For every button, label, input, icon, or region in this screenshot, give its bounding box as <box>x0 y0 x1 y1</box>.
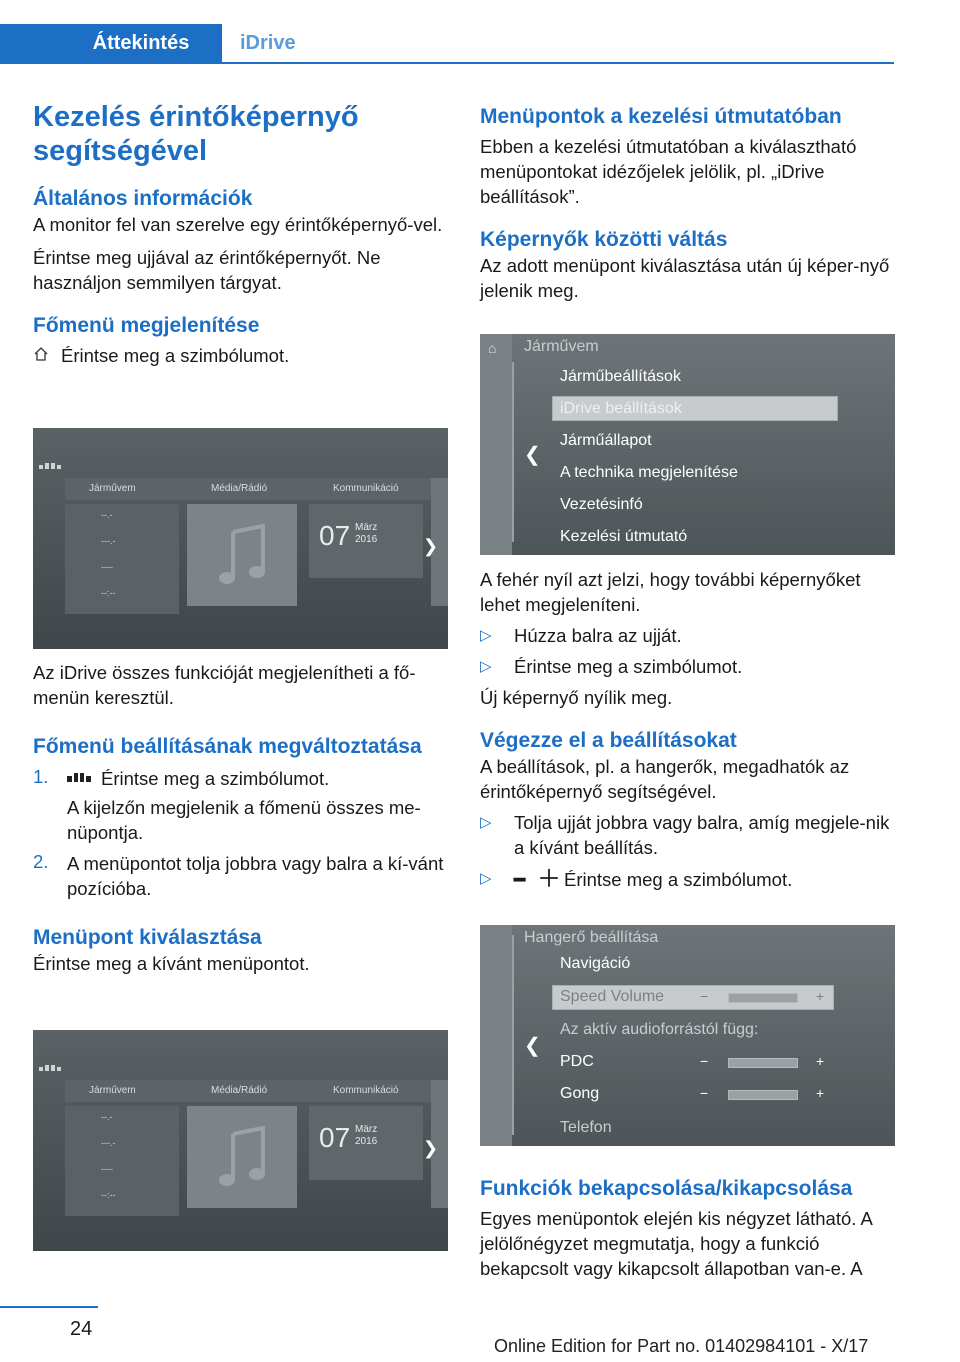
tab-label: Kommunikáció <box>333 1085 399 1096</box>
section-title-toggle-functions: Funkciók bekapcsolása/kikapcsolása <box>480 1177 853 1200</box>
main-menu-screen <box>33 428 448 649</box>
vehicle-tile[interactable] <box>65 1106 179 1216</box>
section-title-switch-screens: Képernyők közötti váltás <box>480 228 728 251</box>
menu-item[interactable]: Gong <box>560 1085 600 1102</box>
volume-slider-pdc[interactable] <box>728 1058 798 1068</box>
back-panel[interactable] <box>480 925 512 1146</box>
left-column <box>33 100 449 368</box>
plus-icon: ＋ <box>538 866 561 891</box>
tab-label: Járművem <box>89 1085 136 1096</box>
paragraph: A monitor fel van szerelve egy érintőképernyő‐vel. <box>33 214 443 235</box>
screenshot-volume-settings <box>480 925 895 1146</box>
date-month: März <box>355 1124 378 1135</box>
date-day: 07 <box>319 520 351 551</box>
menu-item[interactable]: Járműállapot <box>560 432 652 449</box>
list-item-subtext: A kijelzőn megjelenik a főmenü összes me‐nüpontja. <box>67 797 421 843</box>
divider <box>512 935 514 1135</box>
paragraph: Ebben a kezelési útmutatóban a kiválasztható menüpontokat idézőjelek jelölik, pl. „iDrive beállítások”. <box>480 136 857 207</box>
paragraph-text: Érintse meg a szimbólumot. <box>61 345 290 366</box>
date-month: März <box>355 522 378 533</box>
list-item <box>33 766 449 845</box>
date-tile[interactable] <box>309 504 423 578</box>
bullet-text: Tolja ujját jobbra vagy balra, amíg megjele‐nik a kívánt beállítás. <box>514 812 890 858</box>
paragraph-with-icon <box>33 343 449 368</box>
back-panel[interactable] <box>480 334 512 555</box>
menu-icon <box>39 1064 61 1083</box>
menu-item-selected[interactable]: iDrive beállítások <box>560 400 682 417</box>
media-tile[interactable] <box>187 504 297 606</box>
paragraph: A beállítások, pl. a hangerők, megadhatók az érintőképernyő segítségével. <box>480 756 850 802</box>
volume-down-icon[interactable]: − <box>700 1053 709 1069</box>
bullet-triangle-icon: ▷ <box>480 658 492 675</box>
main-menu-tab-media[interactable] <box>187 478 321 500</box>
bullet-item <box>480 654 896 679</box>
tab-label: Kommunikáció <box>333 483 399 494</box>
section-title-settings: Végezze el a beállításokat <box>480 729 737 752</box>
main-menu-tab-media[interactable] <box>187 1080 321 1102</box>
menu-item[interactable]: Járműbeállítások <box>560 368 681 385</box>
menu-item-selected[interactable]: Speed Volume <box>560 988 665 1005</box>
paragraph: Új képernyő nyílik meg. <box>480 687 673 708</box>
date-tile[interactable] <box>309 1106 423 1180</box>
tab-label: Média/Rádió <box>211 483 268 494</box>
volume-up-icon[interactable]: + <box>816 1085 825 1101</box>
home-icon <box>33 343 53 368</box>
bullet-text: Húzza balra az ujját. <box>514 625 682 646</box>
paragraph: A fehér nyíl azt jelzi, hogy további képernyőket lehet megjeleníteni. <box>480 569 861 615</box>
tab-overview[interactable] <box>0 24 222 62</box>
tile-value: ---.- <box>101 536 116 546</box>
menu-item[interactable]: PDC <box>560 1053 594 1070</box>
music-note-icon <box>219 522 267 593</box>
tab-label: Járművem <box>89 483 136 494</box>
list-number: 1. <box>33 766 49 787</box>
bullet-text <box>514 866 896 892</box>
main-menu-tab-vehicle[interactable] <box>65 1080 203 1102</box>
bullet-triangle-icon: ▷ <box>480 870 492 887</box>
volume-down-icon[interactable]: − <box>700 1085 709 1101</box>
page-number: 24 <box>70 1318 93 1340</box>
section-title-change-main-menu: Főmenü beállításának megváltoztatása <box>33 735 422 758</box>
numbered-list <box>33 766 449 901</box>
menu-item[interactable]: Navigáció <box>560 955 631 972</box>
footer-edition: Online Edition for Part no. 01402984101 - X/17 <box>494 1336 869 1356</box>
bullet-item <box>480 623 896 648</box>
minus-icon: ━ <box>514 869 526 890</box>
main-menu-tab-vehicle[interactable] <box>65 478 203 500</box>
section-label: Az aktív audioforrástól függ: <box>560 1021 759 1038</box>
list-number: 2. <box>33 851 49 872</box>
tab-idrive-label: iDrive <box>240 32 296 54</box>
screenshot-vehicle-menu <box>480 334 895 555</box>
home-icon[interactable]: ⌂ <box>488 340 497 356</box>
date-year: 2016 <box>355 534 378 545</box>
header-divider <box>0 62 894 64</box>
media-tile[interactable] <box>187 1106 297 1208</box>
section-title-select-item: Menüpont kiválasztása <box>33 926 262 949</box>
main-menu-screen <box>33 1030 448 1251</box>
page-title: Kezelés érintőképernyő segítségével <box>33 101 359 167</box>
list-item-label: Érintse meg a szimbólumot. <box>101 768 330 789</box>
footer-divider <box>0 1306 98 1308</box>
tile-value: --.- <box>101 510 113 520</box>
tab-label: Média/Rádió <box>211 1085 268 1096</box>
left-column-part2 <box>33 660 449 976</box>
vehicle-tile[interactable] <box>65 504 179 614</box>
tab-idrive[interactable] <box>222 24 894 62</box>
date-year: 2016 <box>355 1136 378 1147</box>
volume-settings-screen <box>480 925 895 1146</box>
paragraph: Az iDrive összes funkcióját megjelenítheti a fő‐menün keresztül. <box>33 662 416 708</box>
menu-icon <box>39 462 59 476</box>
bullet-item <box>480 866 896 892</box>
arrow-right-icon[interactable]: ❯ <box>423 536 439 556</box>
arrow-left-icon[interactable]: ❮ <box>524 1035 541 1057</box>
paragraph: Érintse meg a kívánt menüpontot. <box>33 953 310 974</box>
bullet-label: Érintse meg a szimbólumot. <box>564 869 793 890</box>
menu-item[interactable]: Kezelési útmutató <box>560 528 688 545</box>
paragraph: Egyes menüpontok elején kis négyzet látható. A jelölőnégyzet megmutatja, hogy a funkció bekapcsolt vagy kikapcsolt állapotban van-e. A <box>480 1208 872 1279</box>
arrow-right-icon[interactable]: ❯ <box>423 1138 439 1158</box>
tile-value: ---.- <box>101 1138 116 1148</box>
music-note-icon <box>219 1124 267 1195</box>
menu-item[interactable]: Vezetésinfó <box>560 496 643 513</box>
volume-up-icon[interactable]: + <box>816 988 825 1004</box>
paragraph: Érintse meg ujjával az érintőképernyőt. Ne használjon semmilyen tárgyat. <box>33 247 381 293</box>
menu-icon <box>67 766 95 791</box>
volume-slider-gong[interactable] <box>728 1090 798 1100</box>
tab-overview-label: Áttekintés <box>92 32 190 54</box>
screenshot-main-menu <box>33 428 448 649</box>
menu-item[interactable]: A technika megjelenítése <box>560 464 738 481</box>
tile-value: ---- <box>101 562 113 572</box>
section-title-general: Általános információk <box>33 187 253 210</box>
bullet-item <box>480 810 896 860</box>
bullet-triangle-icon: ▷ <box>480 627 492 644</box>
tile-value: --:-- <box>101 1190 116 1200</box>
divider <box>512 362 514 542</box>
main-menu-tab-communication[interactable] <box>309 1080 447 1102</box>
vehicle-menu-screen <box>480 334 895 555</box>
screen-title: Járművem <box>524 338 599 355</box>
list-item-text <box>67 766 449 791</box>
right-column <box>480 104 896 303</box>
volume-slider-speed[interactable] <box>728 993 798 1003</box>
list-item-text: A menüpontot tolja jobbra vagy balra a kí‐vánt pozícióba. <box>67 853 444 899</box>
paragraph: Az adott menüpont kiválasztása után új képer‐nyő jelenik meg. <box>480 255 890 301</box>
list-item <box>33 851 449 901</box>
tile-value: ---- <box>101 1164 113 1174</box>
screen-title: Hangerő beállítása <box>524 929 659 946</box>
section-title-menu-items: Menüpontok a kezelési útmutatóban <box>480 105 842 128</box>
main-menu-tab-communication[interactable] <box>309 478 447 500</box>
section-title-main-menu: Főmenü megjelenítése <box>33 314 260 337</box>
arrow-left-icon[interactable]: ❮ <box>524 444 541 466</box>
tile-value: --:-- <box>101 588 116 598</box>
right-column-part3 <box>480 1176 896 1281</box>
menu-item[interactable]: Telefon <box>560 1119 612 1136</box>
bullet-triangle-icon: ▷ <box>480 814 492 831</box>
tile-value: --.- <box>101 1112 113 1122</box>
screenshot-main-menu-2 <box>33 1030 448 1251</box>
volume-down-icon[interactable]: − <box>700 988 709 1004</box>
date-day: 07 <box>319 1122 351 1153</box>
right-column-part2 <box>480 567 896 892</box>
bullet-text: Érintse meg a szimbólumot. <box>514 656 743 677</box>
volume-up-icon[interactable]: + <box>816 1053 825 1069</box>
